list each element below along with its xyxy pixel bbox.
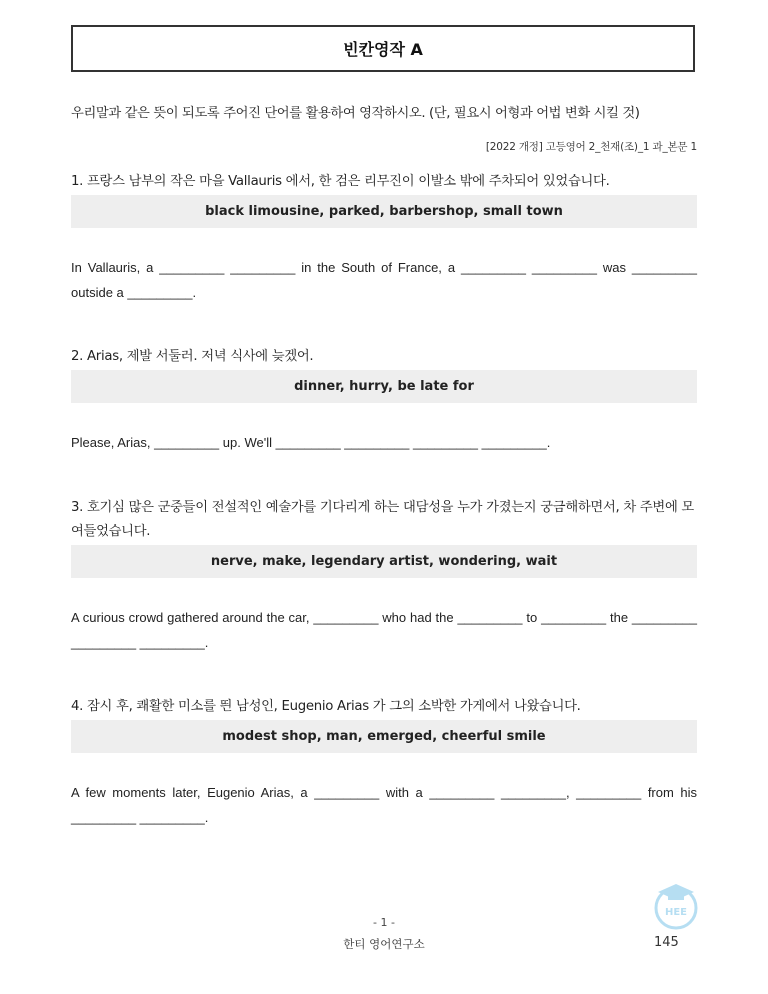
question-2-hint: dinner, hurry, be late for: [294, 379, 474, 394]
publisher-name: 한티 영어연구소: [343, 937, 425, 951]
question-1-hint-box: [71, 195, 697, 228]
worksheet-title-box: [71, 25, 695, 72]
source-reference: [2022 개정] 고등영어 2_천재(조)_1 과_본문 1: [485, 141, 697, 153]
question-4-hint-box: [71, 720, 697, 753]
page-number: - 1 -: [373, 916, 395, 929]
question-1-hint: black limousine, parked, barbershop, small town: [205, 204, 563, 219]
question-2-prompt: 2. Arias, 제발 서둘러. 저녁 식사에 늦겠어.: [71, 349, 314, 364]
question-4-hint: modest shop, man, emerged, cheerful smile: [222, 729, 546, 744]
question-2-hint-box: [71, 370, 697, 403]
question-4-answer: A few moments later, Eugenio Arias, a _________ with a _________ _________, _________ from his _________ _________.: [71, 785, 697, 825]
logo-text: HEE: [664, 907, 688, 918]
question-3-hint-box: [71, 545, 697, 578]
question-3-prompt: 3. 호기심 많은 군중들이 전설적인 예술가를 기다리게 하는 대담성을 누가 가졌는지 궁금해하면서, 차 주변에 모여들었습니다.: [71, 500, 694, 539]
question-3-hint: nerve, make, legendary artist, wondering, wait: [210, 554, 558, 569]
worksheet-title: 빈칸영작 A: [343, 40, 423, 59]
question-3-answer: A curious crowd gathered around the car, _________ who had the _________ to _________ the _________ _________ _________.: [71, 610, 697, 650]
hee-logo-icon: [650, 880, 702, 932]
question-1-prompt: 1. 프랑스 남부의 작은 마을 Vallauris 에서, 한 검은 리무진이 이발소 밖에 주차되어 있었습니다.: [71, 174, 610, 189]
page-count: 145: [654, 935, 679, 950]
question-2-answer: Please, Arias, _________ up. We'll _________ _________ _________ _________.: [71, 435, 551, 450]
instruction-text: 우리말과 같은 뜻이 되도록 주어진 단어를 활용하여 영작하시오. (단, 필요시 어형과 어법 변화 시킬 것): [71, 106, 640, 121]
question-4-prompt: 4. 잠시 후, 쾌활한 미소를 띈 남성인, Eugenio Arias 가 그의 소박한 가게에서 나왔습니다.: [71, 699, 581, 714]
question-1-answer: In Vallauris, a _________ _________ in the South of France, a _________ _________ was _________ outside a _________.: [71, 260, 697, 300]
